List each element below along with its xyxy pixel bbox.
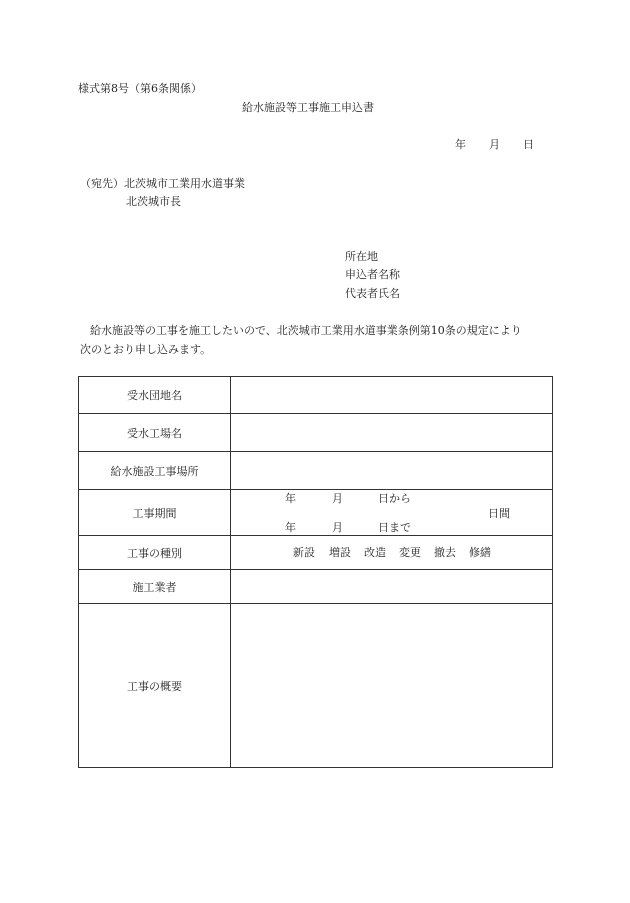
work-summary-field[interactable]	[231, 604, 553, 768]
work-type-option[interactable]: 撤去	[434, 546, 456, 559]
applicant-representative-label: 代表者氏名	[345, 287, 400, 300]
table-row	[79, 377, 553, 414]
contractor-field[interactable]	[231, 570, 553, 604]
page-title: 給水施設等工事施工申込書	[242, 101, 374, 114]
form-number: 様式第8号（第6条関係）	[78, 82, 202, 95]
table-row	[79, 452, 553, 490]
period-start-month: 月	[332, 492, 343, 505]
period-end-year: 年	[285, 521, 296, 534]
contractor-label: 施工業者	[79, 570, 231, 604]
applicant-address-label: 所在地	[345, 250, 378, 263]
work-period-label: 工事期間	[79, 490, 231, 536]
application-table	[78, 376, 553, 768]
work-type-option[interactable]: 改造	[364, 546, 386, 559]
work-type-option[interactable]: 変更	[399, 546, 421, 559]
table-row	[79, 536, 553, 570]
work-location-field[interactable]	[231, 452, 553, 490]
date-day-label: 日	[523, 138, 534, 151]
period-start-year: 年	[285, 492, 296, 505]
recipient-plant-label: 受水工場名	[79, 414, 231, 452]
work-type-option[interactable]: 修繕	[469, 546, 491, 559]
date-month-label: 月	[489, 138, 500, 151]
body-text-line2: 次のとおり申し込みます。	[80, 343, 212, 356]
work-type-option[interactable]: 増設	[329, 546, 351, 559]
period-days: 日間	[488, 507, 510, 520]
recipient-plant-field[interactable]	[231, 414, 553, 452]
date-year-label: 年	[455, 138, 466, 151]
recipient-area-field[interactable]	[231, 377, 553, 414]
table-row	[79, 414, 553, 452]
applicant-name-label: 申込者名称	[345, 268, 400, 281]
work-type-field	[231, 536, 553, 570]
addressee-line2: 北茨城市長	[126, 195, 181, 208]
work-summary-label: 工事の概要	[79, 604, 231, 768]
table-row	[79, 570, 553, 604]
period-end-month: 月	[332, 521, 343, 534]
work-type-option[interactable]: 新設	[293, 546, 315, 559]
table-row	[79, 604, 553, 768]
recipient-area-label: 受水団地名	[79, 377, 231, 414]
period-end-day: 日まで	[378, 521, 411, 534]
addressee-line1: （宛先）北茨城市工業用水道事業	[80, 177, 245, 190]
work-type-label: 工事の種別	[79, 536, 231, 570]
period-start-day: 日から	[378, 492, 411, 505]
work-period-field[interactable]	[231, 490, 553, 536]
body-text-line1: 給水施設等の工事を施工したいので、北茨城市工業用水道事業条例第10条の規定により	[90, 324, 522, 337]
table-row	[79, 490, 553, 536]
work-location-label: 給水施設工事場所	[79, 452, 231, 490]
